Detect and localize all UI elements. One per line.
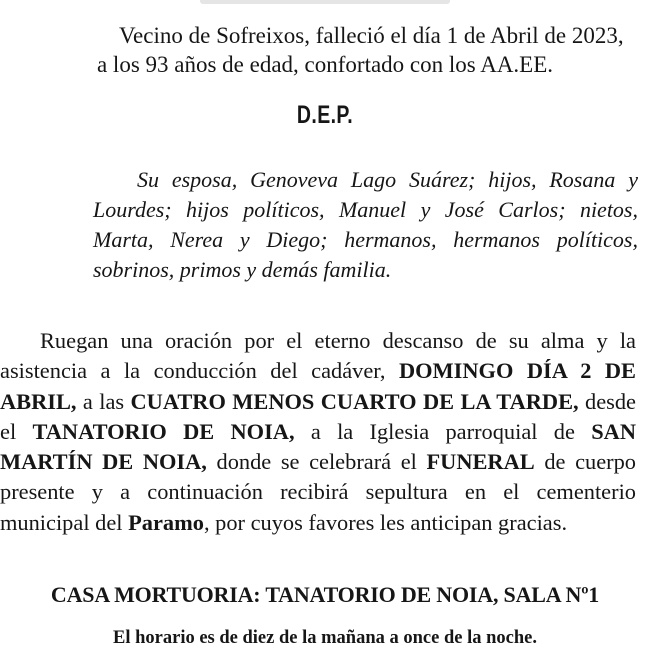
prayer-text-6: de cuerpo presente y a continuación recibirá sepultura en el cementerio municipal del: [0, 449, 636, 535]
prayer-church: SAN MARTÍN DE NOIA,: [0, 418, 636, 475]
prayer-date: DOMINGO DÍA 2 DE ABRIL,: [0, 358, 636, 414]
prayer-text-5: donde se celebrará el: [206, 449, 427, 475]
intro-line-1: Vecino de Sofreixos, falleció el día 1 de Abril de 2023,: [119, 23, 624, 48]
prayer-origin: TANATORIO DE NOIA,: [32, 418, 295, 444]
horario-line: El horario es de diez de la mañana a once de la noche.: [113, 628, 537, 648]
dep-heading: D.E.P.: [296, 101, 354, 129]
prayer-text-4: a la Iglesia parroquial de: [294, 418, 592, 444]
prayer-cemetery: Paramo: [128, 509, 204, 535]
prayer-funeral: FUNERAL: [426, 449, 535, 475]
casa-mortuoria: CASA MORTUORIA: TANATORIO DE NOIA, SALA Nº1: [50, 582, 600, 607]
prayer-text-3: desde el: [0, 388, 636, 444]
prayer-time: CUATRO MENOS CUARTO DE LA TARDE,: [130, 388, 579, 414]
prayer-text-2: a las: [76, 388, 131, 414]
prayer-text-1: Ruegan una oración por el eterno descanso de su alma y la asistencia a la conducción del cadáver,: [0, 328, 636, 384]
family-paragraph: Su esposa, Genoveva Lago Suárez; hijos, Rosana y Lourdes; hijos políticos, Manuel y José Carlos; nietos, Marta, Nerea y Diego; hermanos, hermanos políticos, sobrinos, primos y demás familia.: [93, 167, 638, 282]
prayer-paragraph: [0, 326, 636, 538]
cropped-header-band: [200, 0, 450, 4]
intro-line-2: a los 93 años de edad, confortado con los AA.EE.: [96, 52, 554, 77]
prayer-text-7: , por cuyos favores les anticipan gracias.: [203, 509, 568, 535]
